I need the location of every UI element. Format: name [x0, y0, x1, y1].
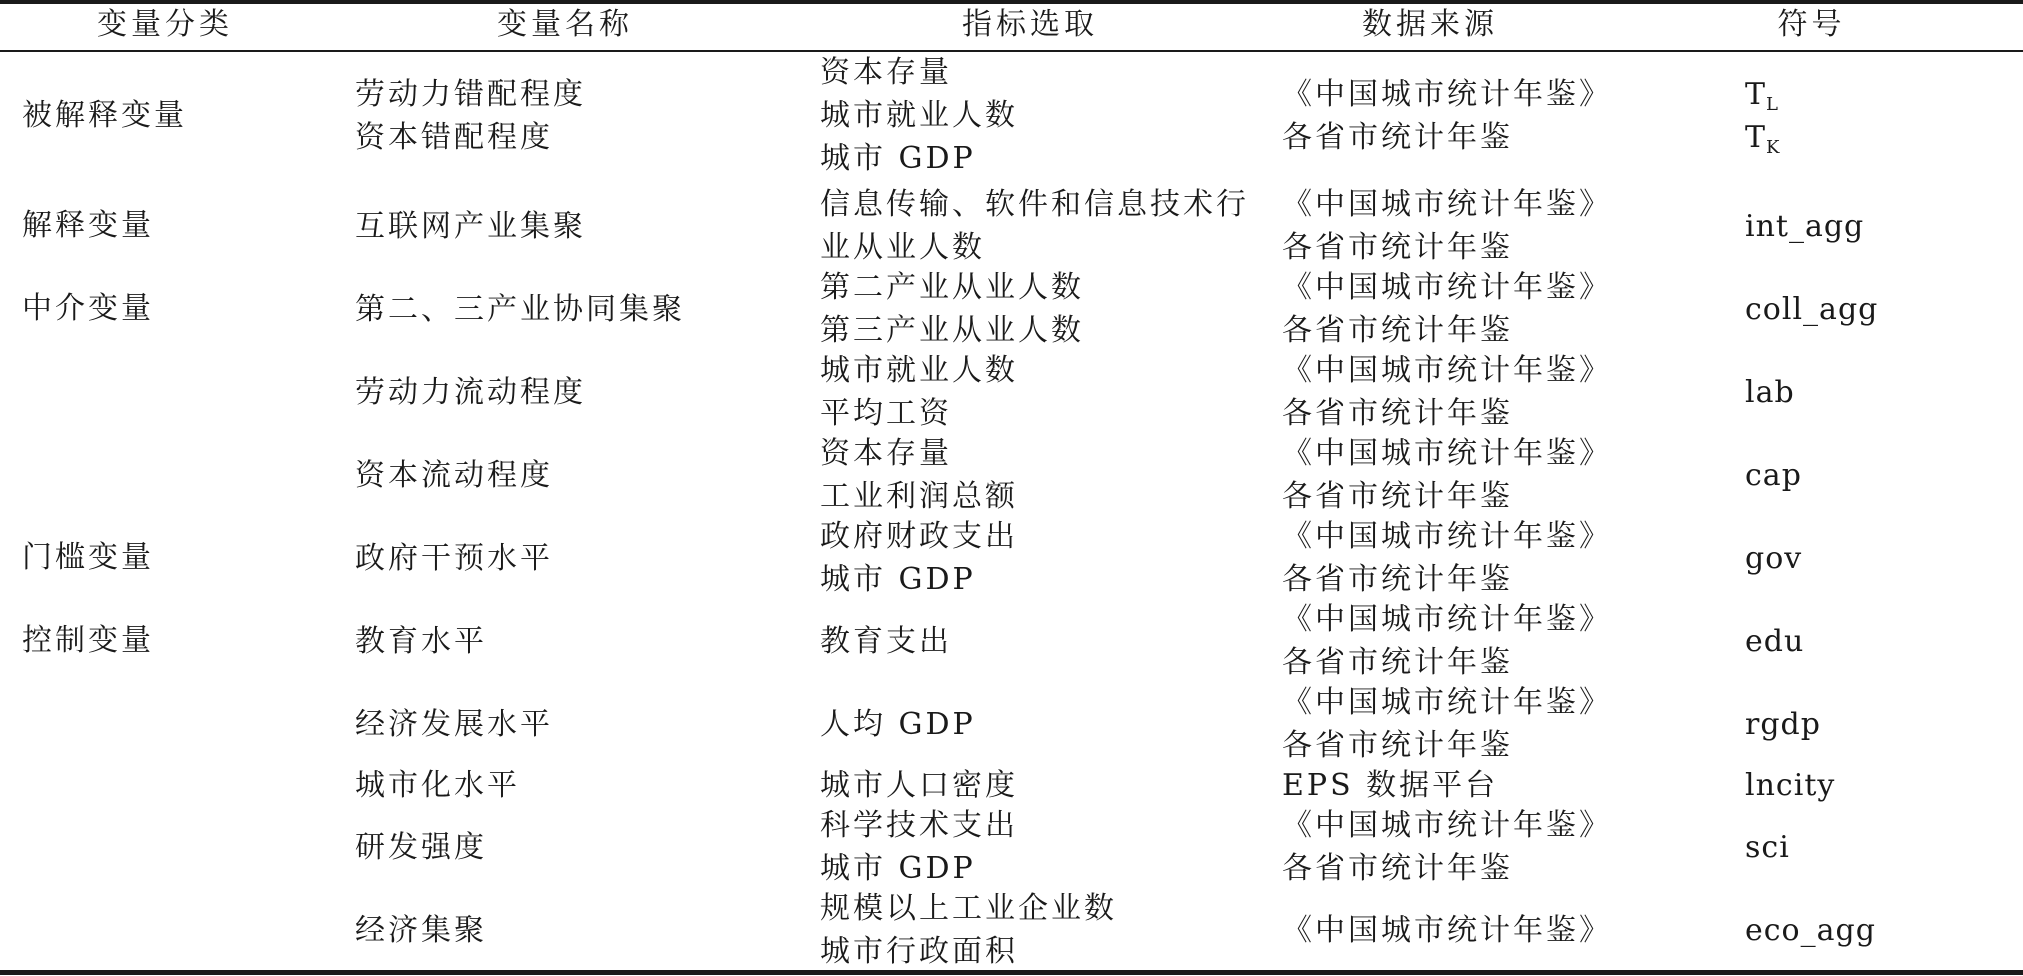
data-source: 各省市统计年鉴	[1282, 119, 1513, 155]
symbol-base: lncity	[1745, 768, 1836, 803]
variable-name: 劳动力错配程度	[355, 76, 586, 112]
variable-name: 资本流动程度	[355, 457, 553, 493]
indicator: 工业利润总额	[820, 479, 1018, 514]
symbol-base: coll_agg	[1745, 291, 1879, 327]
indicator: 业从业人数	[820, 230, 985, 265]
table-header-rule	[0, 50, 2023, 52]
data-source: 《中国城市统计年鉴》	[1282, 602, 1612, 637]
indicator: 城市 GDP	[820, 851, 976, 886]
symbol-base: cap	[1745, 457, 1802, 493]
indicator: 城市 GDP	[820, 562, 976, 597]
variable-symbol	[1745, 537, 1802, 581]
data-source: 《中国城市统计年鉴》	[1282, 270, 1612, 305]
variable-name: 城市化水平	[355, 768, 520, 803]
variable-symbol	[1745, 909, 1876, 953]
variable-symbol	[1745, 703, 1821, 747]
symbol-base: lab	[1745, 374, 1795, 410]
data-source: 《中国城市统计年鉴》	[1282, 685, 1612, 720]
variable-name: 经济集聚	[355, 912, 487, 948]
indicator: 城市就业人数	[820, 353, 1018, 388]
indicator: 城市人口密度	[820, 768, 1018, 803]
data-source: 《中国城市统计年鉴》	[1282, 519, 1612, 554]
data-source: 《中国城市统计年鉴》	[1282, 436, 1612, 471]
symbol-base: edu	[1745, 623, 1805, 659]
indicator: 资本存量	[820, 436, 952, 471]
variable-name: 互联网产业集聚	[355, 208, 586, 244]
data-source: 《中国城市统计年鉴》	[1282, 808, 1612, 843]
data-source: 各省市统计年鉴	[1282, 728, 1513, 763]
indicator: 信息传输、软件和信息技术行	[820, 187, 1249, 222]
header-indicator: 指标选取	[962, 7, 1098, 42]
variable-name: 经济发展水平	[355, 706, 553, 742]
variable-symbol	[1745, 116, 1779, 170]
variable-category: 被解释变量	[22, 97, 187, 133]
variable-name: 政府干预水平	[355, 540, 553, 576]
indicator: 第三产业从业人数	[820, 313, 1084, 348]
data-source: 各省市统计年鉴	[1282, 851, 1513, 886]
variable-category: 中介变量	[22, 291, 154, 326]
indicator: 第二产业从业人数	[820, 270, 1084, 305]
indicator: 城市行政面积	[820, 934, 1018, 969]
symbol-subscript: L	[1766, 93, 1778, 115]
symbol-subscript: K	[1766, 136, 1780, 158]
indicator: 资本存量	[820, 55, 952, 90]
data-source: 各省市统计年鉴	[1282, 479, 1513, 514]
indicator: 规模以上工业企业数	[820, 891, 1117, 926]
data-source: 各省市统计年鉴	[1282, 313, 1513, 348]
header-data-source: 数据来源	[1362, 7, 1498, 42]
variable-symbol	[1745, 454, 1802, 498]
indicator: 人均 GDP	[820, 706, 976, 742]
variable-name: 资本错配程度	[355, 119, 553, 155]
data-source: 各省市统计年鉴	[1282, 645, 1513, 680]
indicator: 城市就业人数	[820, 98, 1018, 133]
symbol-base: eco_agg	[1745, 912, 1876, 948]
data-source: 《中国城市统计年鉴》	[1282, 76, 1612, 112]
symbol-base: sci	[1745, 829, 1790, 865]
symbol-base: T	[1745, 76, 1767, 112]
variable-name: 研发强度	[355, 829, 487, 865]
variable-name: 劳动力流动程度	[355, 374, 586, 410]
variable-symbol	[1745, 764, 1835, 808]
indicator: 平均工资	[820, 396, 952, 431]
indicator: 政府财政支出	[820, 519, 1018, 554]
indicator: 城市 GDP	[820, 141, 976, 176]
indicator: 教育支出	[820, 623, 952, 659]
variable-symbol	[1745, 826, 1790, 870]
variable-category: 解释变量	[22, 208, 154, 243]
symbol-base: rgdp	[1745, 706, 1821, 742]
data-source: EPS 数据平台	[1282, 768, 1499, 803]
variable-symbol	[1745, 371, 1795, 415]
variable-name: 第二、三产业协同集聚	[355, 291, 685, 327]
header-variable-name: 变量名称	[497, 7, 633, 42]
variable-symbol	[1745, 288, 1878, 332]
data-source: 各省市统计年鉴	[1282, 230, 1513, 265]
variable-category: 控制变量	[22, 623, 154, 658]
data-source: 《中国城市统计年鉴》	[1282, 912, 1612, 948]
indicator: 科学技术支出	[820, 808, 1018, 843]
symbol-base: int_agg	[1745, 208, 1865, 244]
data-source: 各省市统计年鉴	[1282, 562, 1513, 597]
header-category: 变量分类	[97, 7, 233, 42]
symbol-base: gov	[1745, 540, 1803, 576]
variable-category: 门槛变量	[22, 540, 154, 575]
data-source: 各省市统计年鉴	[1282, 396, 1513, 431]
data-source: 《中国城市统计年鉴》	[1282, 187, 1612, 222]
data-source: 《中国城市统计年鉴》	[1282, 353, 1612, 388]
variable-symbol	[1745, 205, 1864, 249]
variable-symbol	[1745, 620, 1804, 664]
variable-name: 教育水平	[355, 623, 487, 659]
symbol-base: T	[1745, 119, 1767, 155]
header-symbol: 符号	[1777, 7, 1846, 42]
